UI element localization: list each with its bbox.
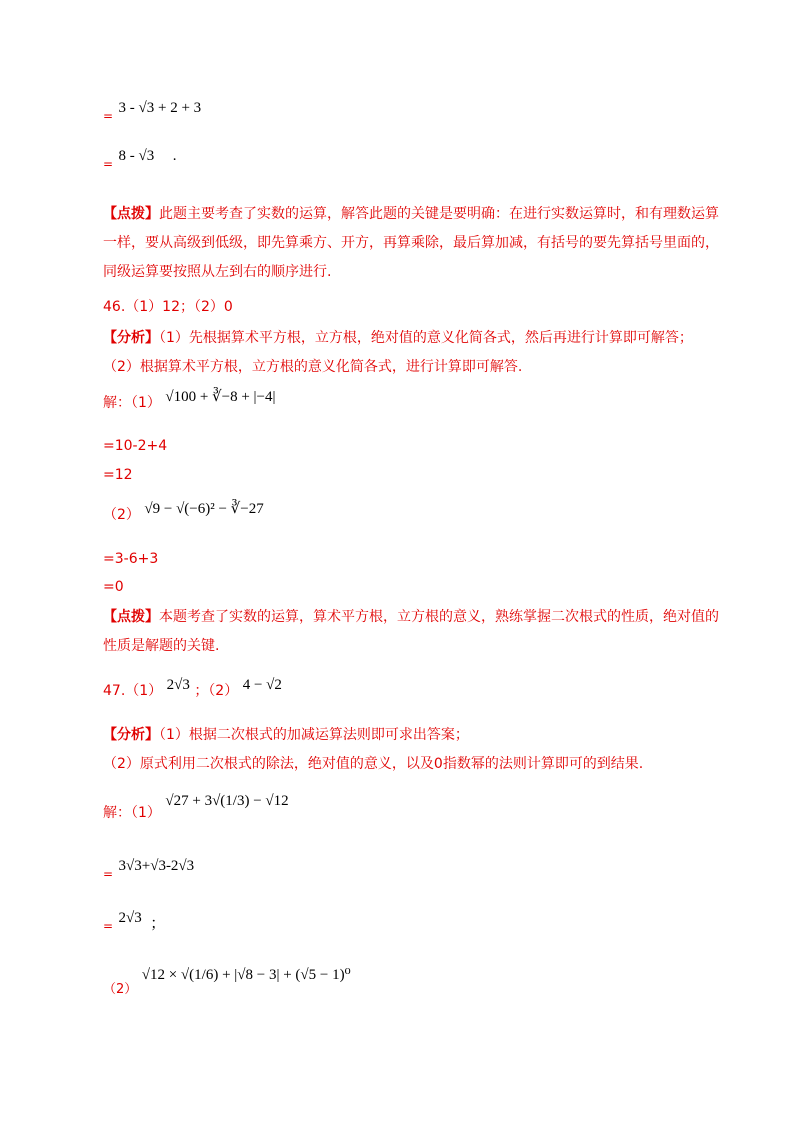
equals-sign: = <box>103 919 114 933</box>
equals-sign: = <box>103 157 114 171</box>
tip-paragraph <box>103 200 723 287</box>
solution-line <box>103 793 289 822</box>
part-label: （2） <box>103 507 140 523</box>
solution-step-line: =10-2+4 <box>103 438 168 454</box>
question-47-answer <box>103 677 282 700</box>
math-expression: 2√3 <box>166 677 190 693</box>
solution-step-line <box>103 858 195 881</box>
equals-sign: = <box>103 867 114 881</box>
part-label: （2） <box>103 982 138 997</box>
solution-step-line <box>103 148 177 171</box>
analysis-line: （2）原式利用二次根式的除法，绝对值的意义，以及0指数幂的法则计算即可的到结果. <box>103 756 644 772</box>
math-expression: 4 − √2 <box>242 677 282 693</box>
solution-label: 解：（1） <box>103 805 161 821</box>
tip-label: 【点拨】 <box>103 609 159 625</box>
tip-label: 【点拨】 <box>103 206 159 222</box>
math-expression: 3 - √3 + 2 + 3 <box>118 100 202 116</box>
analysis-text: （1）根据二次根式的加减运算法则即可求出答案； <box>159 727 469 743</box>
analysis-line: （2）根据算术平方根，立方根的意义化简各式，进行计算即可解答. <box>103 359 523 375</box>
solution-step-line <box>103 906 166 933</box>
analysis-line <box>103 327 693 347</box>
analysis-text: （1）先根据算术平方根，立方根，绝对值的意义化简各式，然后再进行计算即可解答； <box>159 330 693 346</box>
answer-separator: ；（2） <box>194 683 239 699</box>
solution-line <box>103 501 264 524</box>
solution-line <box>103 967 351 998</box>
solution-step-line: =3-6+3 <box>103 551 159 567</box>
analysis-line <box>103 724 469 744</box>
tip-text: 此题主要考查了实数的运算，解答此题的关键是要明确：在进行实数运算时，和有理数运算一样，要从高级到低级，即先算乘方、开方，再算乘除，最后算加减，有括号的要先算括号里面的，同级运算要按照从左到右的顺序进行. <box>103 206 719 280</box>
solution-line <box>103 389 276 412</box>
solution-step-line: =12 <box>103 467 133 483</box>
math-expression: 8 - √3 <box>118 148 155 164</box>
math-expression: √12 × √(1/6) + |√8 − 3| + (√5 − 1)⁰ <box>141 967 351 983</box>
math-expression: 2√3 <box>118 910 142 926</box>
solution-step-line <box>103 100 202 123</box>
solution-label: 解：（1） <box>103 395 161 411</box>
equals-sign: = <box>103 109 114 123</box>
math-expression: √9 − √(−6)² − ∛−27 <box>144 501 264 517</box>
math-expression: √100 + ∛−8 + |−4| <box>165 389 276 405</box>
math-expression: √27 + 3√(1/3) − √12 <box>165 793 289 809</box>
tip-paragraph <box>103 603 723 661</box>
solution-step-line: =0 <box>103 579 124 595</box>
analysis-label: 【分析】 <box>103 330 159 346</box>
tip-text: 本题考查了实数的运算，算术平方根，立方根的意义，熟练掌握二次根式的性质，绝对值的性质是解题的关键. <box>103 609 719 654</box>
question-46-answer: 46.（1）12；（2）0 <box>103 299 233 315</box>
analysis-label: 【分析】 <box>103 727 159 743</box>
answer-prefix: 47.（1） <box>103 683 163 699</box>
math-expression: 3√3+√3-2√3 <box>118 858 195 874</box>
semicolon: ； <box>150 916 166 932</box>
period: . <box>172 148 177 164</box>
